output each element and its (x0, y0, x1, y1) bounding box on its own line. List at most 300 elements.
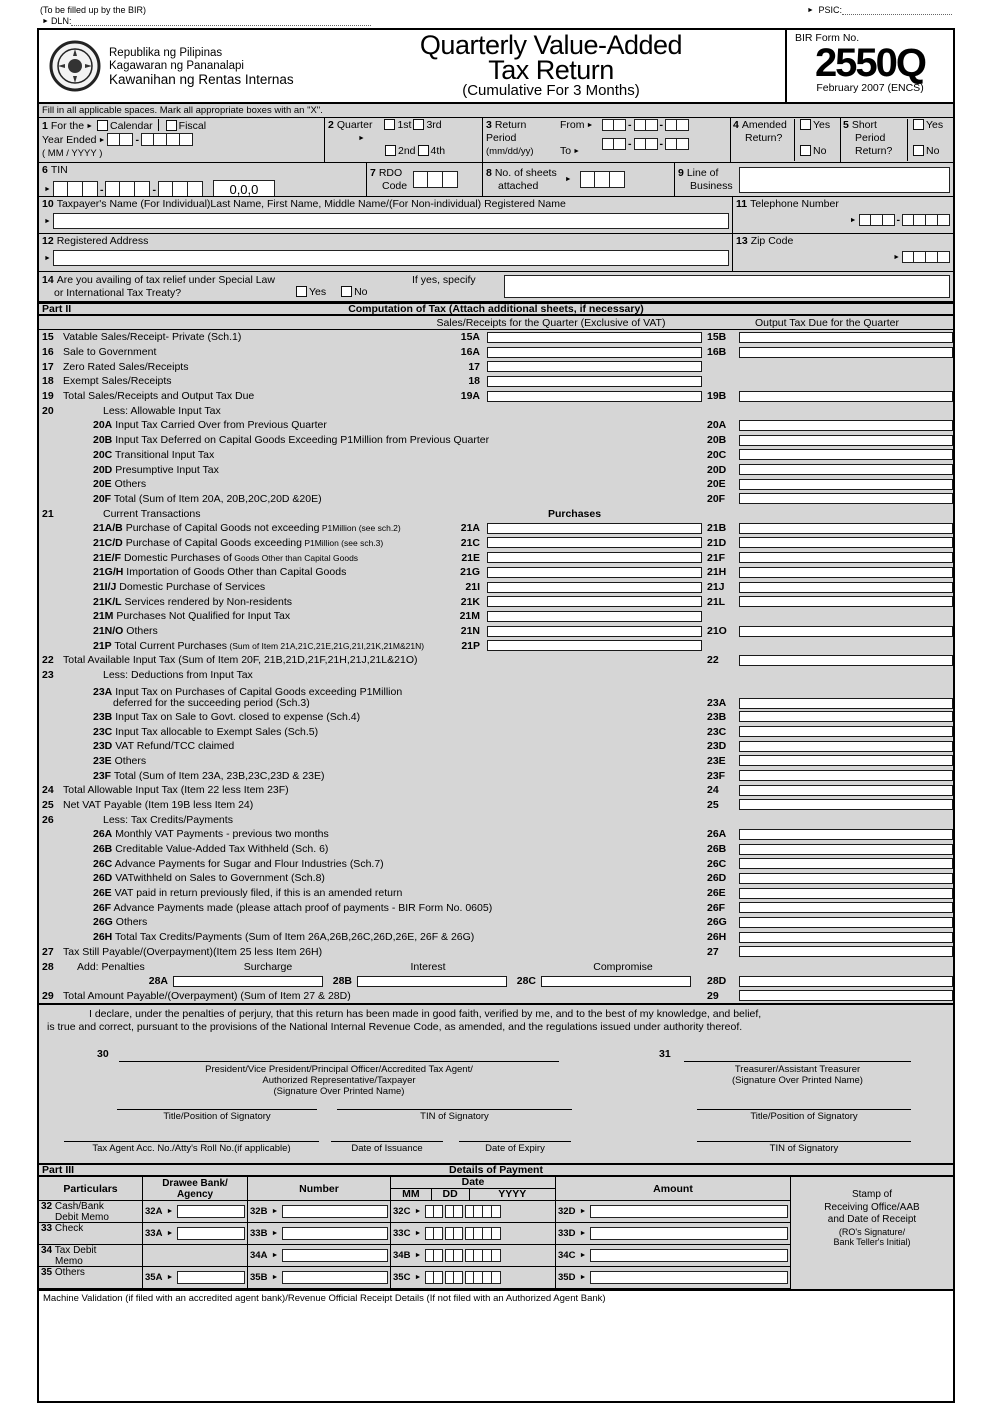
item-number: 17 (42, 360, 54, 373)
part2-row-21 (39, 506, 953, 521)
stamp-line-5: Bank Teller's Initial) (833, 1237, 911, 1248)
pointer-icon: ► (579, 1230, 587, 1238)
pointer-icon: ► (579, 1274, 587, 1282)
sub-item-code: 28A (148, 975, 168, 988)
right-item-code: 26A (707, 828, 727, 841)
input-23F[interactable] (739, 770, 953, 781)
pointer-icon: ► (573, 148, 581, 155)
digit-cell (914, 251, 926, 263)
part3-payment-table (39, 1177, 953, 1289)
left-item-code: 21A (460, 522, 480, 535)
part2-row-18 (39, 374, 953, 389)
part2-row-23D (39, 739, 953, 754)
item-number: 28 (42, 960, 54, 973)
input-24[interactable] (739, 785, 953, 796)
particulars-text: Cash/Bank (54, 1201, 104, 1213)
bir-form-2550q (37, 28, 955, 1403)
row-number: 35 (41, 1267, 53, 1279)
row-label: 21C/D Purchase of Capital Goods exceeding P1Million (see sch.3) (93, 536, 384, 549)
row-label: Tax Still Payable/(Overpayment)(Item 25 less Item 26H) (63, 945, 323, 958)
input-21O[interactable] (739, 626, 953, 637)
code-35A: 35A (145, 1272, 163, 1284)
field-number: 14 (42, 274, 54, 286)
rdo-code-input[interactable] (413, 171, 458, 188)
input-21K[interactable] (487, 596, 702, 607)
input-29[interactable] (739, 990, 953, 1001)
tin-group2-input[interactable] (105, 181, 150, 196)
input-28A[interactable] (173, 976, 323, 987)
row-label: 23F Total (Sum of Item 23A, 23B,23C,23D & 23E) (93, 769, 325, 782)
tax-agent-accreditation[interactable]: Tax Agent Acc. No./Atty's Roll No.(if applicable) (64, 1141, 319, 1154)
line-of-business-input[interactable] (739, 167, 950, 193)
input-23E[interactable] (739, 755, 953, 766)
input-32C-dd[interactable] (445, 1205, 463, 1218)
item-number: 15 (42, 331, 54, 344)
field-taxpayer-name (39, 197, 732, 233)
tin-of-signatory-center[interactable]: TIN of Signatory (337, 1109, 572, 1122)
input-23B[interactable] (739, 711, 953, 722)
date-of-expiry[interactable]: Date of Expiry (459, 1141, 571, 1154)
sub-item-code: 21P (93, 639, 112, 652)
item-number: 23 (42, 669, 54, 682)
sub-item-code: 21G/H (93, 566, 124, 579)
form-title-line2: Tax Return (488, 55, 614, 85)
input-20E[interactable] (739, 479, 953, 490)
digit-cell (474, 1249, 483, 1262)
checkbox-relief-yes[interactable] (296, 286, 307, 297)
rdo-label: RDO (378, 166, 403, 179)
right-item-code: 26E (707, 887, 726, 900)
input-34A[interactable] (282, 1249, 388, 1262)
stamp-line-2: Receiving Office/AAB (824, 1201, 920, 1213)
input-21A[interactable] (487, 523, 702, 534)
field-number: 10 (42, 198, 54, 210)
pointer-icon: ► (893, 254, 900, 261)
left-item-code: 21K (460, 595, 480, 608)
particulars-text: Check (54, 1223, 84, 1235)
digit-cell (425, 1227, 434, 1240)
signature-line-31[interactable] (684, 1061, 911, 1062)
part2-row-21L (39, 594, 953, 609)
part2-row-20C (39, 448, 953, 463)
input-21D[interactable] (739, 537, 953, 548)
input-21I[interactable] (487, 582, 702, 593)
input-32C-mm[interactable] (425, 1205, 443, 1218)
machine-validation-area[interactable] (39, 1305, 953, 1401)
right-item-code: 21D (707, 536, 727, 549)
registered-address-input[interactable] (53, 250, 729, 266)
checkbox-amended-yes[interactable] (800, 119, 811, 130)
input-26D[interactable] (739, 873, 953, 884)
title-position-left[interactable]: Title/Position of Signatory (117, 1109, 317, 1122)
input-26G[interactable] (739, 917, 953, 928)
input-21P[interactable] (487, 640, 702, 651)
item-number: 21 (42, 507, 54, 520)
input-15A[interactable] (487, 332, 702, 343)
period-to-day-input[interactable] (634, 138, 658, 150)
sub-item-code: 26C (93, 857, 113, 870)
zip-code-input[interactable] (902, 251, 950, 263)
left-item-code: 21C (460, 536, 480, 549)
sub-item-code: 28C (516, 975, 536, 988)
input-26C[interactable] (739, 858, 953, 869)
input-28C[interactable] (541, 976, 691, 987)
input-17[interactable] (487, 361, 702, 372)
pointer-icon: ► (98, 137, 106, 144)
input-21B[interactable] (739, 523, 953, 534)
input-34B-dd[interactable] (445, 1249, 463, 1262)
pointer-icon: ► (414, 1274, 422, 1282)
part2-row-21D (39, 536, 953, 551)
digit-cell (434, 1271, 443, 1284)
input-33A[interactable] (177, 1227, 245, 1240)
signature-line-30[interactable] (119, 1061, 559, 1062)
right-item-code: 20F (707, 492, 726, 505)
sub-item-code: 26E (93, 887, 112, 900)
row-label: Vatable Sales/Receipt- Private (Sch.1) (63, 331, 242, 344)
input-21C[interactable] (487, 537, 702, 548)
part2-row-26D (39, 871, 953, 886)
pointer-icon: ► (414, 1252, 422, 1260)
digit-cell (474, 1227, 483, 1240)
row-label: 23C Input Tax allocable to Exempt Sales (Sch.5) (93, 725, 319, 738)
telephone-prefix-input[interactable] (859, 214, 895, 226)
separator: - (659, 119, 663, 131)
period-from-year-input[interactable] (665, 119, 689, 131)
tin-group1-input[interactable] (53, 181, 98, 196)
tin-branch-code[interactable]: 0,0,0 (213, 180, 275, 196)
field-number: 3 (486, 119, 492, 131)
input-28B[interactable] (357, 976, 507, 987)
row-number: 34 (41, 1245, 53, 1257)
part2-row-21B (39, 521, 953, 536)
digit-cell (926, 214, 938, 226)
checkbox-amended-no[interactable] (800, 145, 811, 156)
separator: - (659, 138, 663, 150)
checkbox-short-no[interactable] (913, 145, 924, 156)
digit-cell (465, 1205, 474, 1218)
yyyy-header: YYYY (469, 1189, 555, 1200)
digit-cell (665, 138, 677, 150)
input-20F[interactable] (739, 493, 953, 504)
input-35B[interactable] (282, 1271, 388, 1284)
part2-rows (39, 330, 953, 1003)
amount-header: Amount (555, 1177, 790, 1200)
input-21H[interactable] (739, 567, 953, 578)
part2-row-20D (39, 462, 953, 477)
drawee-line1: Drawee Bank/ (162, 1177, 228, 1189)
digit-cell (465, 1227, 474, 1240)
sub-item-code: 23B (93, 710, 113, 723)
part3-bar (39, 1163, 953, 1177)
sheets-attached-input[interactable] (580, 171, 625, 188)
tin-of-signatory-right[interactable]: TIN of Signatory (697, 1141, 911, 1154)
period-label: Period (486, 132, 517, 144)
input-21F[interactable] (739, 552, 953, 563)
period-from-day-input[interactable] (634, 119, 658, 131)
input-32A[interactable] (177, 1205, 245, 1218)
row-label: Add: Penalties (77, 960, 145, 973)
input-33B[interactable] (282, 1227, 388, 1240)
empty-cell (142, 1245, 247, 1266)
input-35C-dd[interactable] (445, 1271, 463, 1284)
digit-cell (434, 1205, 443, 1218)
return-q-label: Return? (855, 145, 893, 157)
part2-row-23E (39, 754, 953, 769)
checkbox-fiscal[interactable] (166, 120, 177, 131)
input-20C[interactable] (739, 449, 953, 460)
input-26B[interactable] (739, 844, 953, 855)
part2-row-26C (39, 856, 953, 871)
attached-label: attached (498, 179, 539, 192)
input-32D[interactable] (590, 1205, 788, 1218)
right-item-code: 26B (707, 843, 727, 856)
input-33C-dd[interactable] (445, 1227, 463, 1240)
input-20A[interactable] (739, 420, 953, 431)
input-34C[interactable] (590, 1249, 788, 1262)
code-34C: 34C (558, 1250, 576, 1262)
item-number: 27 (42, 945, 54, 958)
input-18[interactable] (487, 376, 702, 387)
part2-row-26F (39, 900, 953, 915)
no-label: No (354, 286, 368, 298)
digit-cell (180, 133, 193, 146)
digit-cell (483, 1227, 492, 1240)
agency-line-1: Republika ng Pilipinas (109, 46, 223, 59)
part2-row-27 (39, 945, 953, 960)
input-21E[interactable] (487, 552, 702, 563)
left-item-code: 21M (459, 610, 480, 623)
right-item-code: 21F (707, 551, 726, 564)
part2-row-26E (39, 886, 953, 901)
input-35D[interactable] (590, 1271, 788, 1284)
separator: - (628, 119, 632, 131)
row-label: Zero Rated Sales/Receipts (63, 360, 189, 373)
field-number: 2 (328, 119, 334, 131)
input-16A[interactable] (487, 347, 702, 358)
fiscal-label: Fiscal (178, 120, 207, 132)
form-edition: February 2007 (ENCS) (816, 82, 924, 94)
part2-row-16B (39, 345, 953, 360)
registered-address-label: Registered Address (56, 235, 149, 247)
input-16B[interactable] (739, 347, 953, 358)
input-25[interactable] (739, 799, 953, 810)
pointer-icon: ► (579, 1252, 587, 1260)
tax-relief-specify-input[interactable] (504, 275, 950, 298)
input-26H[interactable] (739, 932, 953, 943)
checkbox-quarter-4[interactable] (418, 145, 429, 156)
item-number: 26 (42, 813, 54, 826)
right-item-code: 16B (707, 346, 727, 359)
input-21L[interactable] (739, 596, 953, 607)
input-33D[interactable] (590, 1227, 788, 1240)
left-item-code: 21E (461, 551, 480, 564)
sub-item-code: 21M (93, 610, 114, 623)
row-label: 21A/B Purchase of Capital Goods not exceeding P1Million (see sch.2) (93, 522, 401, 535)
code-33B: 33B (250, 1228, 268, 1240)
taxpayer-name-input[interactable] (53, 213, 729, 229)
tin-group3-input[interactable] (158, 181, 203, 196)
digit-cell (434, 1249, 443, 1262)
digit-cell (474, 1271, 483, 1284)
digit-cell (188, 181, 203, 196)
field-number: 4 (733, 119, 739, 131)
output-tax-column-header: Output Tax Due for the Quarter (755, 317, 899, 329)
input-28D[interactable] (739, 976, 953, 987)
part2-row-20 (39, 403, 953, 418)
particulars-text: Others (54, 1267, 85, 1279)
checkbox-short-yes[interactable] (913, 119, 924, 130)
input-23D[interactable] (739, 741, 953, 752)
digit-cell (105, 181, 120, 196)
input-35C-mm[interactable] (425, 1271, 443, 1284)
input-26A[interactable] (739, 829, 953, 840)
field-tin (39, 163, 366, 196)
part2-row-19B (39, 389, 953, 404)
left-item-code: 19A (460, 390, 480, 403)
digit-cell (483, 1271, 492, 1284)
pointer-icon: ► (44, 217, 51, 225)
right-item-code: 26G (707, 916, 727, 929)
pointer-icon: ► (564, 176, 572, 183)
input-21N[interactable] (487, 626, 702, 637)
sub-item-code: 26B (93, 843, 113, 856)
yes-label: Yes (926, 119, 944, 131)
part2-row-23C (39, 724, 953, 739)
code-32B: 32B (250, 1206, 268, 1218)
row-label: Less: Allowable Input Tax (103, 404, 221, 417)
input-23A[interactable] (739, 698, 953, 709)
input-26F[interactable] (739, 902, 953, 913)
mm-header: MM (402, 1188, 420, 1201)
digit-cell (595, 171, 610, 188)
tax-relief-label-1: Are you availing of tax relief under Special Law (56, 274, 275, 286)
row-label: 21K/L Services rendered by Non-residents (93, 595, 293, 608)
checkbox-quarter-1[interactable] (384, 119, 395, 130)
period-to-year-input[interactable] (665, 138, 689, 150)
digit-cell (454, 1205, 463, 1218)
dln-line[interactable] (71, 18, 371, 26)
date-format-hint: (mm/dd/yy) (486, 146, 534, 157)
row-label: 20A Input Tax Carried Over from Previous Quarter (93, 419, 327, 432)
field-number: 9 (678, 166, 684, 179)
right-item-code: 19B (707, 390, 727, 403)
input-22[interactable] (739, 655, 953, 666)
part2-row-17 (39, 359, 953, 374)
purchases-header: Purchases (547, 507, 602, 520)
input-32C-yyyy[interactable] (465, 1205, 501, 1218)
period-to-month-input[interactable] (602, 138, 626, 150)
field-zip-code (732, 234, 953, 271)
row-label: 26B Creditable Value-Added Tax Withheld (Sch. 6) (93, 843, 329, 856)
input-20D[interactable] (739, 464, 953, 475)
row-label: 20F Total (Sum of Item 20A, 20B,20C,20D &20E) (93, 492, 322, 505)
digit-cell (859, 214, 871, 226)
input-19A[interactable] (487, 391, 702, 402)
digit-cell (602, 119, 614, 131)
date-of-issuance[interactable]: Date of Issuance (331, 1141, 443, 1154)
checkbox-quarter-2[interactable] (385, 145, 396, 156)
digit-cell (445, 1249, 454, 1262)
input-21G[interactable] (487, 567, 702, 578)
sub-item-code: 26D (93, 872, 113, 885)
declaration-line-2: is true and correct, pursuant to the provisions of the National Internal Revenue Code, as amended, and the regulations issued under authority thereof. (47, 1020, 743, 1033)
input-35C-yyyy[interactable] (465, 1271, 501, 1284)
stamp-line-1: Stamp of (851, 1189, 893, 1201)
input-35A[interactable] (177, 1271, 245, 1284)
input-21J[interactable] (739, 582, 953, 593)
form-header (39, 30, 953, 104)
row-label: Sale to Government (63, 346, 157, 359)
year-ended-month-input[interactable] (107, 133, 133, 146)
psic-line[interactable] (842, 7, 952, 15)
right-item-code: 23A (707, 696, 727, 709)
digit-cell (634, 119, 646, 131)
pointer-icon: ► (849, 217, 857, 224)
telephone-number-input[interactable] (902, 214, 950, 226)
digit-cell (120, 181, 135, 196)
input-34B-mm[interactable] (425, 1249, 443, 1262)
row-label: 23B Input Tax on Sale to Govt. closed to expense (Sch.4) (93, 710, 361, 723)
part2-row-23B (39, 710, 953, 725)
separator: - (628, 138, 632, 150)
input-33C-mm[interactable] (425, 1227, 443, 1240)
pointer-icon: ► (586, 122, 594, 129)
input-23C[interactable] (739, 726, 953, 737)
row-label-small: P1Million (see sch.2) (319, 523, 401, 534)
year-ended-year-input[interactable] (141, 133, 193, 146)
digit-cell (677, 138, 689, 150)
part2-row-26B (39, 842, 953, 857)
input-15B[interactable] (739, 332, 953, 343)
input-19B[interactable] (739, 391, 953, 402)
row-label: 21N/O Others (93, 625, 158, 638)
digit-cell (634, 138, 646, 150)
period-from-month-input[interactable] (602, 119, 626, 131)
sub-item-code: 20B (93, 434, 113, 447)
if-yes-specify-label: If yes, specify (412, 274, 476, 286)
digit-cell (614, 119, 626, 131)
sub-item-code: 20C (93, 448, 113, 461)
checkbox-calendar[interactable] (97, 120, 108, 131)
zip-code-label: Zip Code (750, 235, 794, 247)
right-item-code: 21O (707, 625, 727, 638)
digit-cell (483, 1249, 492, 1262)
right-item-code: 20D (707, 463, 727, 476)
input-20B[interactable] (739, 435, 953, 446)
checkbox-relief-no[interactable] (341, 286, 352, 297)
left-item-code: 21I (465, 581, 480, 594)
title-position-right[interactable]: Title/Position of Signatory (697, 1109, 911, 1122)
pointer-icon: ► (579, 1208, 587, 1216)
part2-row-22 (39, 653, 953, 668)
field-label: Quarter (336, 119, 373, 131)
item-number: 25 (42, 798, 54, 811)
input-33C-yyyy[interactable] (465, 1227, 501, 1240)
pointer-icon: ► (44, 254, 51, 262)
input-32B[interactable] (282, 1205, 388, 1218)
left-item-code: 21N (460, 625, 480, 638)
item-number: 24 (42, 784, 54, 797)
input-34B-yyyy[interactable] (465, 1249, 501, 1262)
row-label: 26E VAT paid in return previously filed, if this is an amended return (93, 887, 403, 900)
checkbox-quarter-3[interactable] (413, 119, 424, 130)
input-27[interactable] (739, 946, 953, 957)
input-21M[interactable] (487, 611, 702, 622)
tax-relief-label-2: or International Tax Treaty? (54, 286, 182, 299)
input-26E[interactable] (739, 888, 953, 899)
field-sheets-attached (482, 163, 674, 196)
